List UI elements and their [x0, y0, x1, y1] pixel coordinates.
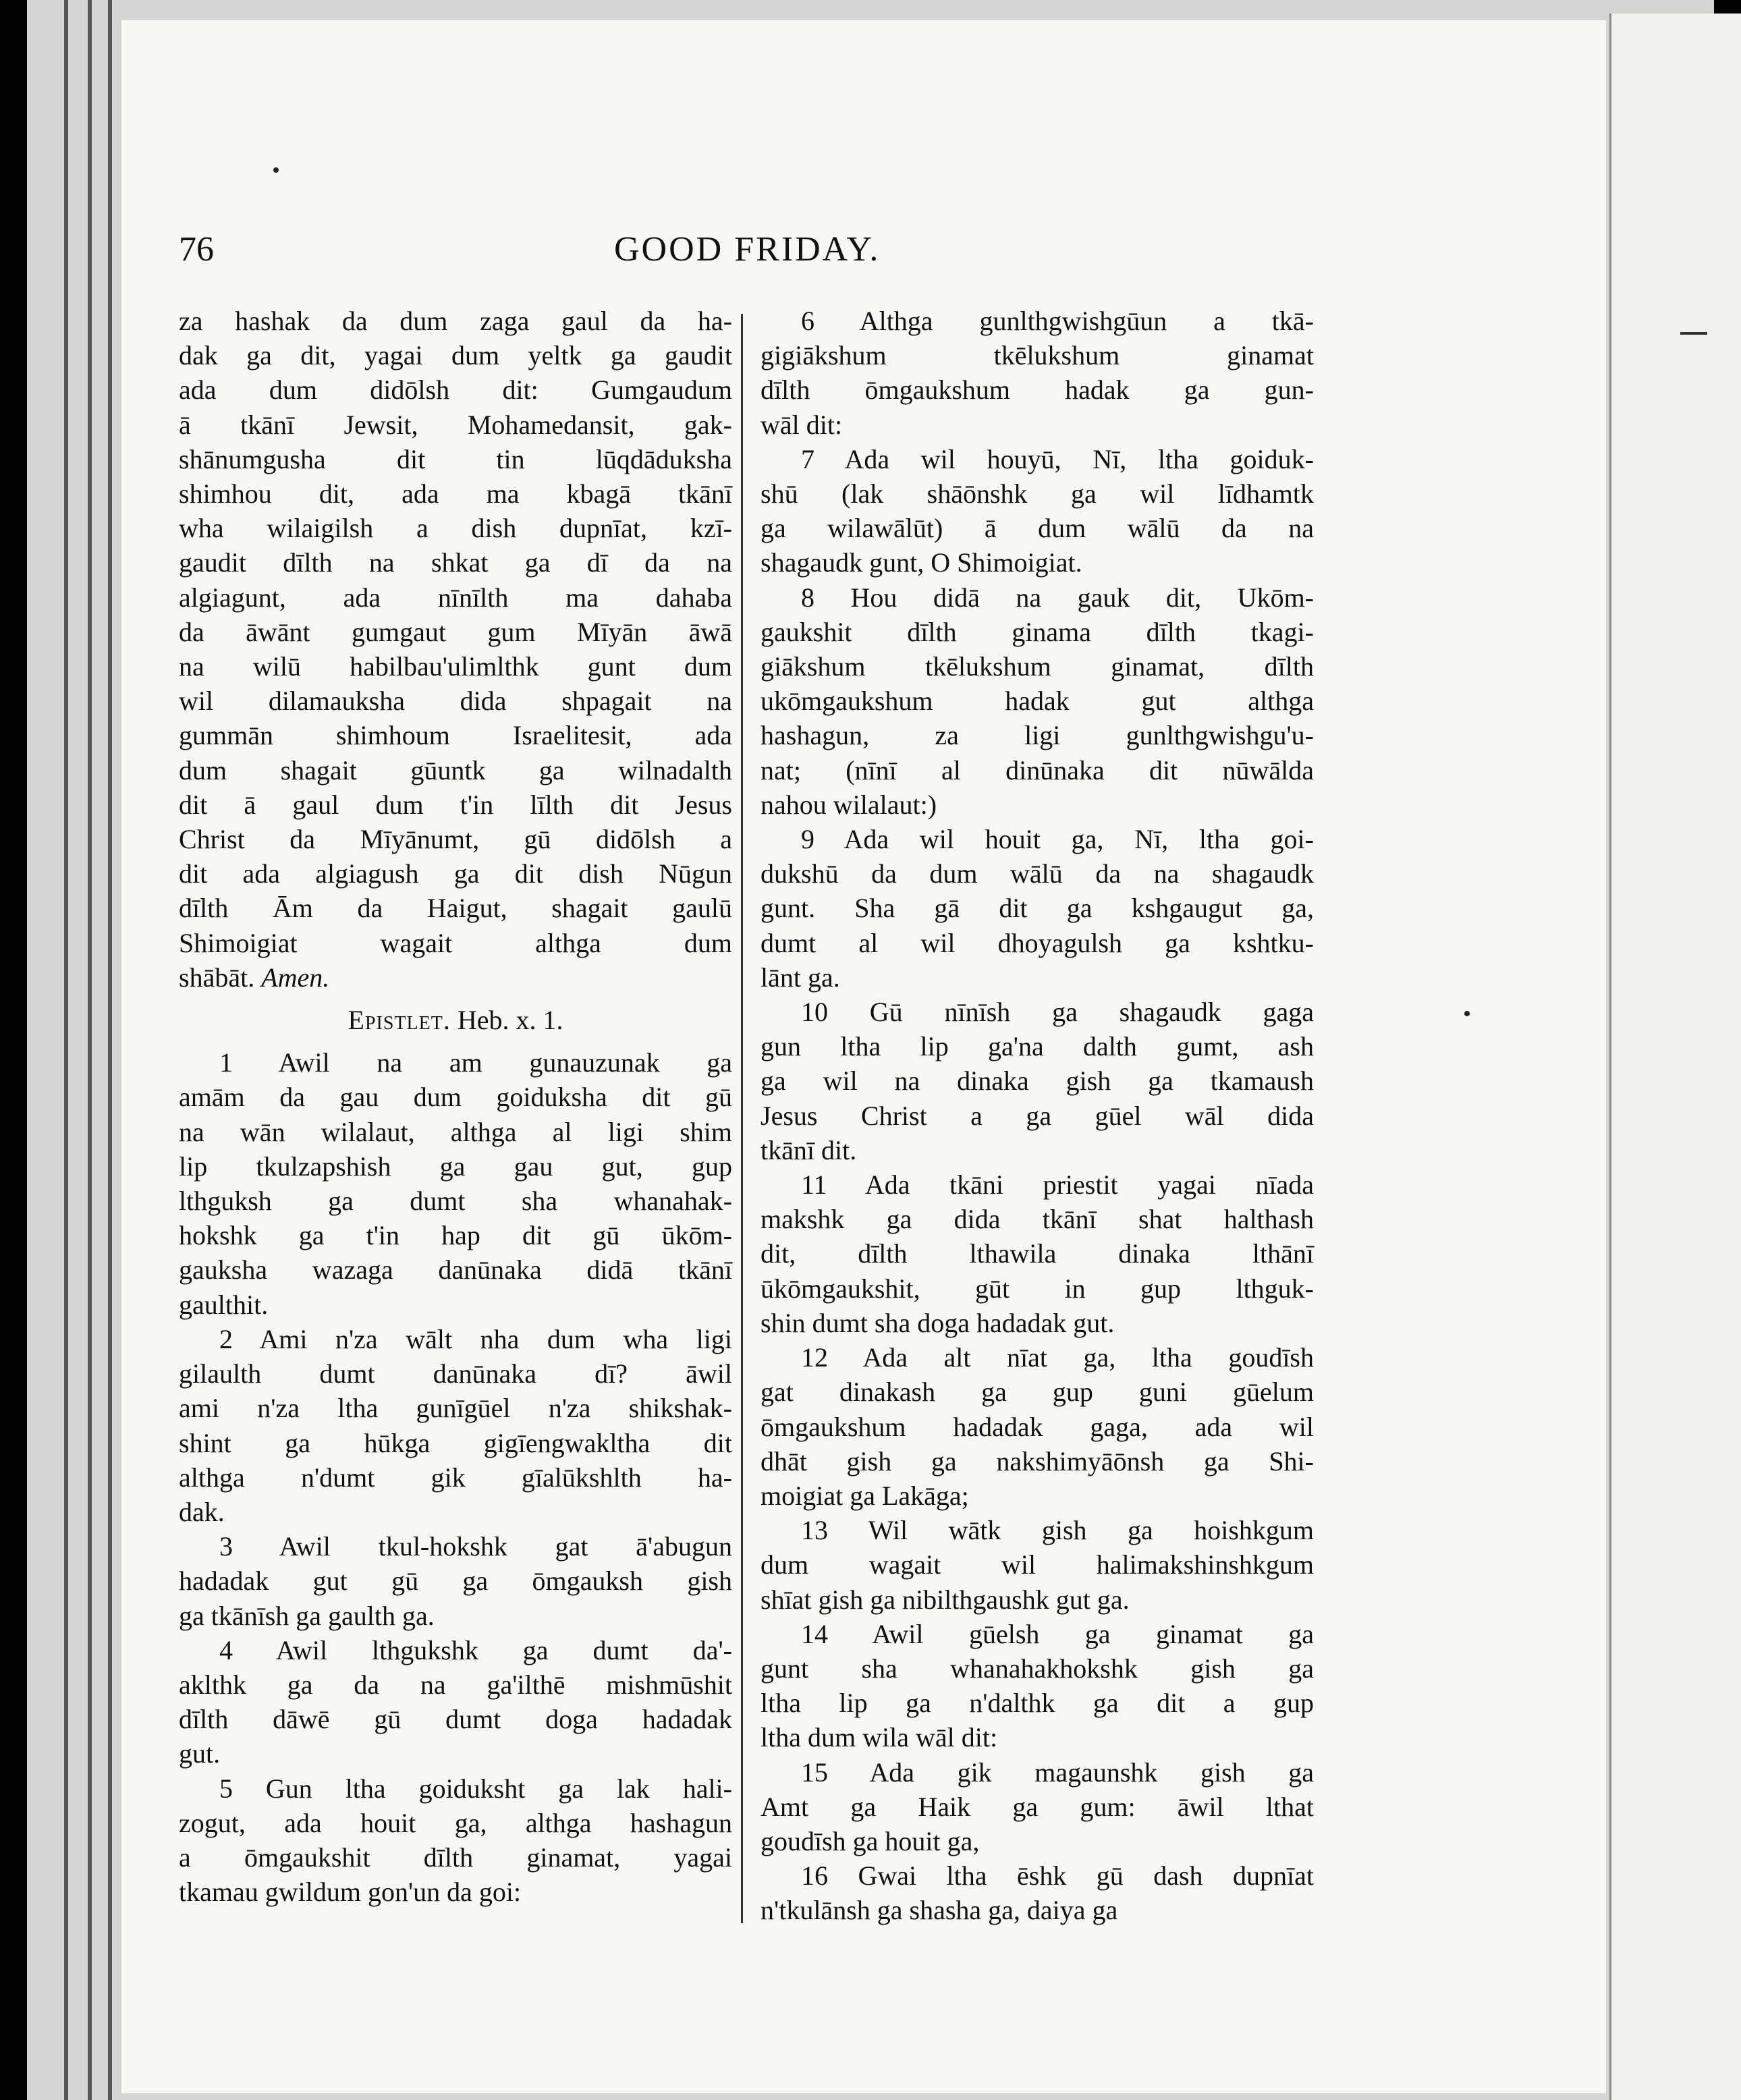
- text-line: gun ltha lip ga'na dalth gumt, ash: [761, 1031, 1314, 1062]
- text-line: na wilū habilbau'ulimlthk gunt dum: [179, 651, 732, 682]
- text-line: tkamau gwildum gon'un da goi:: [179, 1877, 522, 1908]
- text-line: za hashak da dum zaga gaul da ha-: [179, 306, 732, 336]
- column-rule: [741, 314, 743, 1923]
- text-line: shīat gish ga nibilthgaushk gut ga.: [761, 1584, 1130, 1615]
- text-line: gut.: [179, 1738, 221, 1769]
- text-line: dīlth Ām da Haigut, shagait gaulū: [179, 893, 732, 924]
- text-line: 6 Althga gunlthgwishgūun a tkā-: [801, 306, 1314, 336]
- right-column: [761, 304, 1314, 1928]
- text-line: lthguksh ga dumt sha whanahak-: [179, 1186, 732, 1217]
- text-line: ga wilawālūt) ā dum wālū da na: [761, 513, 1314, 544]
- text-line: hadadak gut gū ga ōmgauksh gish: [179, 1566, 732, 1597]
- text-line: wāl dit:: [761, 409, 843, 440]
- text-line: da āwānt gumgaut gum Mīyān āwā: [179, 616, 732, 647]
- text-line: ami n'za ltha gunīgūel n'za shikshak-: [179, 1393, 732, 1424]
- text-line: 3 Awil tkul-hokshk gat ā'abugun: [219, 1531, 732, 1562]
- text-line: a ōmgaukshit dīlth ginamat, yagai: [179, 1842, 732, 1873]
- text-line: dit ada algiagush ga dit dish Nūgun: [179, 858, 732, 889]
- text-line: gaulthit.: [179, 1289, 269, 1320]
- text-line: althga n'dumt gik gīalūkshlth ha-: [179, 1462, 732, 1493]
- margin-dash: [1680, 332, 1707, 335]
- text-line: 10 Gū nīnīsh ga shagaudk gaga: [801, 997, 1314, 1028]
- next-page-edge: [1609, 13, 1741, 2100]
- text-line: 4 Awil lthgukshk ga dumt da'-: [219, 1634, 732, 1665]
- text-line: ga wil na dinaka gish ga tkamaush: [761, 1066, 1314, 1097]
- text-line: wil dilamauksha dida shpagait na: [179, 686, 732, 717]
- text-line: gummān shimhoum Israelitesit, ada: [179, 720, 732, 751]
- text-line: shānumgusha dit tin lūqdāduksha: [179, 443, 732, 474]
- text-line: Epistlet. Heb. x. 1.: [348, 1005, 563, 1036]
- left-column: [179, 304, 732, 1909]
- text-line: ga tkānīsh ga gaulth ga.: [179, 1600, 435, 1631]
- text-line: Amt ga Haik ga gum: āwil lthat: [761, 1791, 1314, 1822]
- text-line: goudīsh ga houit ga,: [761, 1825, 980, 1856]
- text-line: dak.: [179, 1496, 225, 1527]
- text-line: aklthk ga da na ga'ilthē mishmūshit: [179, 1669, 732, 1700]
- text-line: n'tkulānsh ga shasha ga, daiya ga: [761, 1895, 1118, 1926]
- print-speck: [273, 167, 279, 173]
- text-line: gilaulth dumt danūnaka dī? āwil: [179, 1358, 732, 1389]
- page-edge: [108, 0, 112, 2100]
- text-line: zogut, ada houit ga, althga hashagun: [179, 1807, 732, 1838]
- text-line: shin dumt sha doga hadadak gut.: [761, 1307, 1115, 1338]
- text-line: gigiākshum tkēlukshum ginamat: [761, 340, 1314, 371]
- text-line: ōmgaukshum hadadak gaga, ada wil: [761, 1411, 1314, 1442]
- text-line: dak ga dit, yagai dum yeltk ga gaudit: [179, 340, 732, 371]
- text-line: 13 Wil wātk gish ga hoishkgum: [801, 1515, 1314, 1546]
- text-line: 16 Gwai ltha ēshk gū dash dupnīat: [801, 1860, 1314, 1891]
- text-line: 12 Ada alt nīat ga, ltha goudīsh: [801, 1342, 1314, 1373]
- text-line: shimhou dit, ada ma kbagā tkānī: [179, 478, 732, 509]
- text-line: shagaudk gunt, O Shimoigiat.: [761, 547, 1082, 578]
- text-line: dukshū da dum wālū da na shagaudk: [761, 858, 1314, 889]
- text-line: dīlth dāwē gū dumt doga hadadak: [179, 1704, 732, 1735]
- text-line: moigiat ga Lakāga;: [761, 1480, 969, 1511]
- text-line: 9 Ada wil houit ga, Nī, ltha goi-: [801, 824, 1314, 855]
- text-line: Christ da Mīyānumt, gū didōlsh a: [179, 824, 732, 855]
- text-line: na wān wilalaut, althga al ligi shim: [179, 1116, 732, 1147]
- text-line: lānt ga.: [761, 962, 840, 993]
- text-line: dhāt gish ga nakshimyāōnsh ga Shi-: [761, 1445, 1314, 1476]
- text-line: dit, dīlth lthawila dinaka lthānī: [761, 1238, 1314, 1269]
- text-line: tkānī dit.: [761, 1134, 857, 1165]
- text-line: dīlth ōmgaukshum hadak ga gun-: [761, 375, 1314, 406]
- page-edge: [88, 0, 92, 2100]
- text-line: 1 Awil na am gunauzunak ga: [219, 1047, 732, 1078]
- text-line: hashagun, za ligi gunlthgwishgu'u-: [761, 720, 1314, 751]
- text-line: ltha dum wila wāl dit:: [761, 1722, 998, 1753]
- text-line: 2 Ami n'za wālt nha dum wha ligi: [219, 1323, 732, 1354]
- text-line: 15 Ada gik magaunshk gish ga: [801, 1757, 1314, 1788]
- text-line: nahou wilalaut:): [761, 789, 937, 820]
- text-line: algiagunt, ada nīnīlth ma dahaba: [179, 582, 732, 613]
- text-line: Shimoigiat wagait althga dum: [179, 927, 732, 958]
- text-line: dum wagait wil halimakshinshkgum: [761, 1549, 1314, 1580]
- text-line: 14 Awil gūelsh ga ginamat ga: [801, 1618, 1314, 1649]
- text-line: makshk ga dida tkānī shat halthash: [761, 1204, 1314, 1235]
- text-line: dumt al wil dhoyagulsh ga kshtku-: [761, 927, 1314, 958]
- text-line: dum shagait gūuntk ga wilnadalth: [179, 754, 732, 785]
- text-line: gaudit dīlth na shkat ga dī da na: [179, 547, 732, 578]
- text-line: shābāt. Amen.: [179, 962, 330, 993]
- text-line: shū (lak shāōnshk ga wil līdhamtk: [761, 478, 1314, 509]
- text-line: dit ā gaul dum t'in līlth dit Jesus: [179, 789, 732, 820]
- print-speck: [1464, 1011, 1470, 1016]
- text-line: amām da gau dum goiduksha dit gū: [179, 1082, 732, 1113]
- text-line: gaukshit dīlth ginama dīlth tkagi-: [761, 616, 1314, 647]
- text-line: ā tkānī Jewsit, Mohamedansit, gak-: [179, 409, 732, 440]
- text-line: ūkōmgaukshit, gūt in gup lthguk-: [761, 1273, 1314, 1304]
- text-line: 11 Ada tkāni priestit yagai nīada: [801, 1169, 1314, 1200]
- text-line: gunt sha whanahakhokshk gish ga: [761, 1653, 1314, 1684]
- text-line: 5 Gun ltha goiduksht ga lak hali-: [219, 1773, 732, 1804]
- text-line: ukōmgaukshum hadak gut althga: [761, 686, 1314, 717]
- text-line: nat; (nīnī al dinūnaka dit nūwālda: [761, 754, 1314, 785]
- text-line: 7 Ada wil houyū, Nī, ltha goiduk-: [801, 443, 1314, 474]
- text-line: gunt. Sha gā dit ga kshgaugut ga,: [761, 893, 1314, 924]
- page-edge: [64, 0, 68, 2100]
- text-line: Jesus Christ a ga gūel wāl dida: [761, 1100, 1314, 1131]
- text-line: gauksha wazaga danūnaka didā tkānī: [179, 1254, 732, 1286]
- text-line: ltha lip ga n'dalthk ga dit a gup: [761, 1688, 1314, 1719]
- text-line: giākshum tkēlukshum ginamat, dīlth: [761, 651, 1314, 682]
- text-line: hokshk ga t'in hap dit gū ūkōm-: [179, 1220, 732, 1251]
- page-number: 76: [179, 230, 214, 269]
- text-line: 8 Hou didā na gauk dit, Ukōm-: [801, 582, 1314, 613]
- text-line: ada dum didōlsh dit: Gumgaudum: [179, 375, 732, 406]
- text-line: wha wilaigilsh a dish dupnīat, kzī-: [179, 513, 732, 544]
- text-line: gat dinakash ga gup guni gūelum: [761, 1377, 1314, 1408]
- running-title: GOOD FRIDAY.: [614, 230, 881, 269]
- text-line: shint ga hūkga gigīengwakltha dit: [179, 1427, 732, 1458]
- text-line: lip tkulzapshish ga gau gut, gup: [179, 1151, 732, 1182]
